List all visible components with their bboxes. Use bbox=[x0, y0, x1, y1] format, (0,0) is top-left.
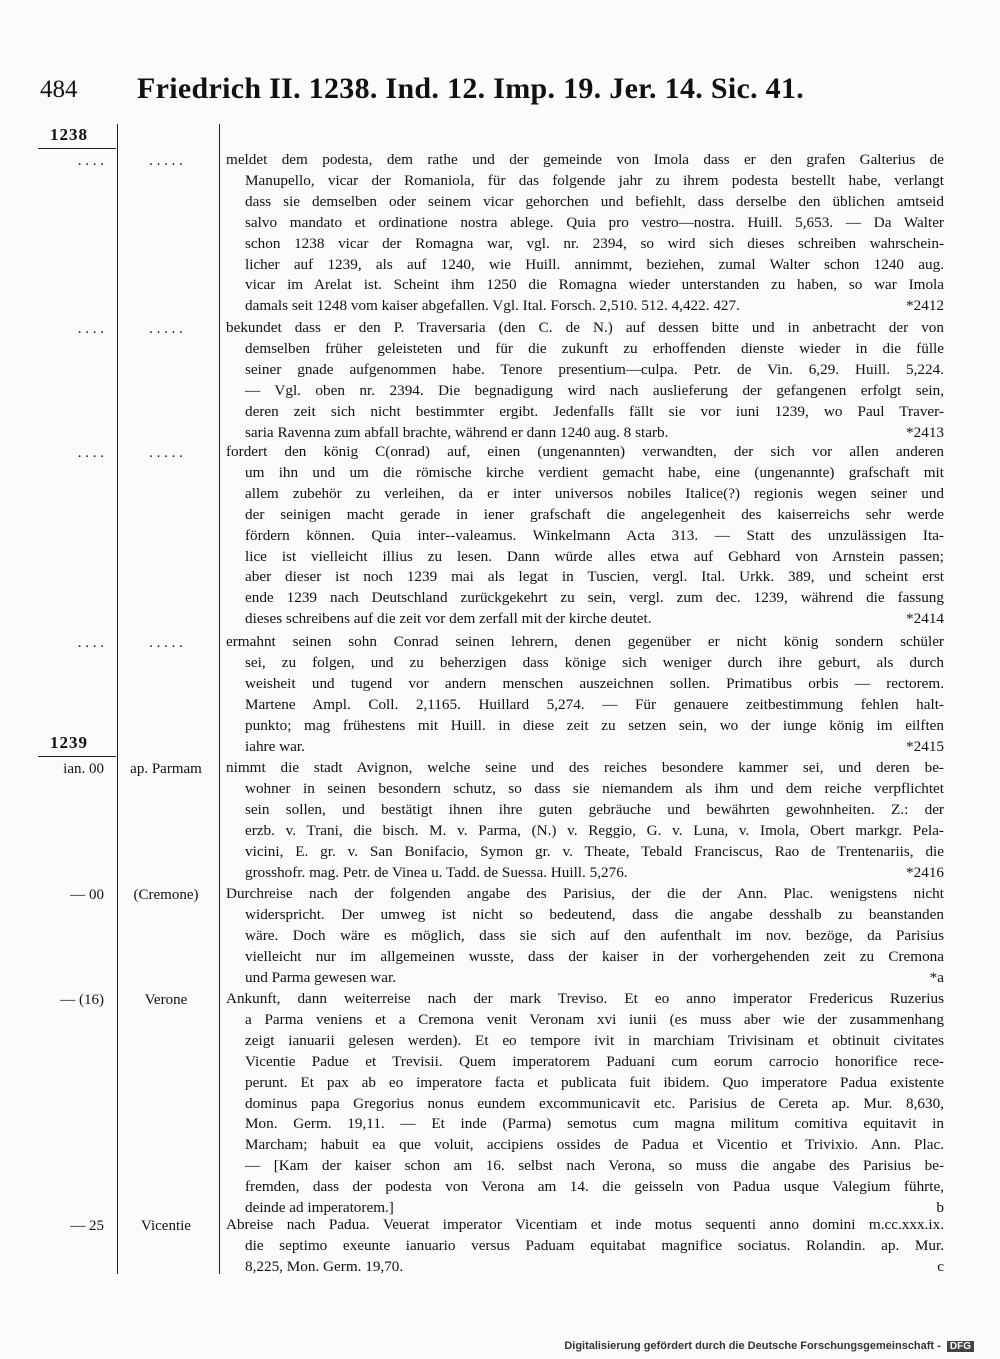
year-label-1238: 1238 bbox=[50, 125, 88, 144]
text-line: fremden, dass der podesta von Verona am 14. die geisseln von Padua usque Valegium führte, bbox=[245, 1178, 944, 1196]
column-rule-right bbox=[219, 124, 220, 1274]
regest-number: *2412 bbox=[906, 297, 944, 315]
text-line: iahre war. bbox=[245, 737, 305, 755]
text-line: salvo mandato et ordinatione nostra ablege. Quia pro vestro—nostra. Huill. 5,653. — Da Walter bbox=[245, 213, 944, 231]
text-line: der seinigen macht gerade in iener grafschaft die angelegenheit des kaiserreichs sehr werde bbox=[245, 505, 944, 523]
text-line: vicar im Arelat ist. Scheint ihm 1250 die Romagna wieder unterstanden zu haben, so war Imola bbox=[245, 276, 944, 294]
text-line: vicini, E. gr. v. San Bonifacio, Symon gr. v. Theate, Tebald Franciscus, Rao de Trentenariis, die bbox=[245, 842, 944, 860]
text-line: lice ist vielleicht illius zu lesen. Dann würde alles etwa auf Gebhard von Arnstein passen; bbox=[245, 547, 944, 565]
entry-place: . . . . . bbox=[149, 153, 183, 169]
text-line: ende 1239 nach Deutschland zurückgekehrt zu sein, vergl. zum dec. 1239, während die fassung bbox=[245, 589, 944, 607]
text-line: ermahnt seinen sohn Conrad seinen lehrern, denen gegenüber er nicht könig sondern schüler bbox=[226, 633, 944, 650]
regest-number: b bbox=[936, 1199, 944, 1217]
entry-date: — 25 bbox=[70, 1218, 104, 1234]
text-line: grosshofr. mag. Petr. de Vinea u. Tadd. de Suessa. Huill. 5,276. bbox=[245, 863, 628, 881]
entry-place: Vicentie bbox=[141, 1218, 191, 1234]
entry-text bbox=[226, 150, 944, 317]
text-line: a Parma veniens et a Cremona venit Veronam xvi iunii (es muss aber wie der zusammenhang bbox=[245, 1010, 944, 1028]
text-line: fördern können. Quia inter--valeamus. Winkelmann Acta 313. — Statt des unzulässigen Ita- bbox=[245, 526, 944, 544]
text-line: und Parma gewesen war. bbox=[245, 968, 396, 986]
text-line: zeigt ianuarii gelesen werden). Et eo tempore ivit in marchiam Trivisinam et obtinuit civitates bbox=[245, 1031, 944, 1049]
entry-date: . . . . bbox=[77, 635, 104, 651]
entry-text bbox=[226, 989, 944, 1219]
text-line: licher auf 1239, als auf 1240, wie Huill. annimmt, beziehen, zumal Walter schon 1240 aug. bbox=[245, 255, 944, 273]
text-line: meldet dem podesta, dem rathe und der gemeinde von Imola dass er den grafen Galterius de bbox=[226, 151, 944, 168]
text-line: sei, zu folgen, und zu beherzigen dass könige sich weniger durch ihre geburt, als durch bbox=[245, 653, 944, 671]
text-line: wohner in seinen besondern schutz, so dass sie niemandem als ihm und dem reiche verpflichtet bbox=[245, 779, 944, 797]
text-line: wäre. Doch wäre es möglich, dass sie sich auf den aufenthalt im nov. bezöge, da Parisius bbox=[245, 926, 944, 944]
text-line: saria Ravenna zum abfall brachte, während er dann 1240 aug. 8 starb. bbox=[245, 423, 669, 441]
regest-number: *2415 bbox=[906, 737, 944, 755]
text-line: um ihn und um die römische kirche verdient gemacht habe, eine (ungenannte) grafschaft mit bbox=[245, 463, 944, 481]
text-line: Manupello, vicar der Romaniola, für das folgende jahr zu ihrem podesta bestellt habe, verlangt bbox=[245, 171, 944, 189]
year-label-1239: 1239 bbox=[50, 733, 88, 752]
entry-place: (Cremone) bbox=[133, 887, 199, 903]
entry-place: Verone bbox=[144, 992, 188, 1008]
text-line: seiner gnade aufgenommen habe. Tenore presentium—culpa. Petr. de Vin. 6,29. Huill. 5,224. bbox=[245, 360, 944, 378]
text-line: 8,225, Mon. Germ. 19,70. bbox=[245, 1257, 404, 1275]
regest-number: *2416 bbox=[906, 863, 944, 881]
regest-number: *a bbox=[929, 968, 944, 986]
page-number: 484 bbox=[40, 76, 78, 103]
entry-place: . . . . . bbox=[149, 635, 183, 651]
entry-date: — 00 bbox=[70, 887, 104, 903]
text-line: Vicentie Padue et Trevisii. Quem imperatorem Paduani cum eorum carrocio honorifice rece- bbox=[245, 1052, 944, 1070]
text-line: — [Kam der kaiser schon am 16. selbst nach Verona, so muss die angabe des Parisius be- bbox=[245, 1157, 944, 1175]
entry-text bbox=[226, 318, 944, 443]
entry-date: . . . . bbox=[77, 445, 104, 461]
text-line: Durchreise nach der folgenden angabe des Parisius, der die der Ann. Plac. wenigstens nicht bbox=[226, 885, 944, 902]
regest-number: c bbox=[937, 1257, 944, 1275]
running-title: Friedrich II. 1238. Ind. 12. Imp. 19. Jer. 14. Sic. 41. bbox=[137, 72, 805, 105]
entry-date: . . . . bbox=[77, 321, 104, 337]
text-line: dominus papa Gregorius nonus eundem excommunicavit etc. Parisius de Cereta ap. Mur. 8,630, bbox=[245, 1094, 944, 1112]
entry-text bbox=[226, 758, 944, 883]
text-line: schon 1238 vicar der Romagna war, vgl. nr. 2394, so wird sich dieses schreiben wahrschein- bbox=[245, 234, 944, 252]
regest-number: *2413 bbox=[906, 423, 944, 441]
year-rule-1238 bbox=[38, 148, 116, 149]
text-line: — Vgl. oben nr. 2394. Die begnadigung wird nach auslieferung der gefangenen erfolgt sein, bbox=[245, 381, 944, 399]
entry-place: . . . . . bbox=[149, 445, 183, 461]
column-rule-left bbox=[117, 124, 118, 1274]
footer-credit bbox=[564, 1340, 974, 1352]
year-rule-1239 bbox=[38, 756, 116, 757]
text-line: damals seit 1248 vom kaiser abgefallen. Vgl. Ital. Forsch. 2,510. 512. 4,422. 427. bbox=[245, 297, 740, 315]
text-line: dass sie demselben oder seinem vicar gehorchen und befiehlt, dass derselbe den üblichen amtseid bbox=[245, 192, 944, 210]
text-line: fordert den könig C(onrad) auf, einen (ungenannten) verwandten, der sich vor allen anderen bbox=[226, 443, 944, 460]
dfg-logo: DFG bbox=[947, 1341, 974, 1352]
text-line: demselben früher geleisteten und für die zukunft zu erhoffenden dienste wieder in die fülle bbox=[245, 339, 944, 357]
footer-text: Digitalisierung gefördert durch die Deutsche Forschungsgemeinschaft - bbox=[564, 1340, 941, 1352]
text-line: punkto; mag frühestens mit Huill. in diese zeit zu setzen sein, wo der iunge könig im eilften bbox=[245, 716, 944, 734]
entry-date: . . . . bbox=[77, 153, 104, 169]
text-line: Abreise nach Padua. Veuerat imperator Vicentiam et inde motus sequenti anno domini m.cc.xxx.ix. bbox=[226, 1216, 944, 1233]
entry-text bbox=[226, 442, 944, 630]
text-line: sein sollen, und bestätigt ihnen ihre guten gebräuche und bewährten gewohnheiten. Z.: der bbox=[245, 800, 944, 818]
text-line: die septimo exeunte ianuario versus Paduam equitabat magnifice sociatus. Rolandin. ap. Mur. bbox=[245, 1236, 944, 1254]
text-line: nimmt die stadt Avignon, welche seine und des reiches besondere kammer sei, und deren be- bbox=[226, 759, 944, 776]
text-line: perunt. Et pax ab eo imperatore facta et publicata fuit ibidem. Quo imperatore Padua existente bbox=[245, 1073, 944, 1091]
text-line: widerspricht. Der umweg ist nicht so bedeutend, dass die angabe desshalb zu beanstanden bbox=[245, 905, 944, 923]
entry-text bbox=[226, 632, 944, 757]
text-line: deren zeit sich nicht bestimmter ergibt. Jedenfalls fällt sie vor iuni 1239, wo Paul Traver- bbox=[245, 402, 944, 420]
regest-number: *2414 bbox=[906, 610, 944, 628]
text-line: Marcham; habuit ea que voluit, accipiens ossides de Padua et Vicentio et Trivixio. Ann. Plac. bbox=[245, 1136, 944, 1154]
entry-place: . . . . . bbox=[149, 321, 183, 337]
entry-date: ian. 00 bbox=[63, 761, 104, 777]
text-line: Martene Ampl. Coll. 2,1165. Huillard 5,274. — Für genauere zeitbestimmung fehlen halt- bbox=[245, 695, 944, 713]
text-line: erzb. v. Trani, die bisch. M. v. Parma, (N.) v. Reggio, G. v. Luna, v. Imola, Obert markgr. Pela- bbox=[245, 821, 944, 839]
entry-place: ap. Parmam bbox=[130, 761, 202, 777]
entry-date: — (16) bbox=[60, 992, 104, 1008]
text-line: dieses schreibens auf die zeit vor dem zerfall mit der kirche deutet. bbox=[245, 610, 652, 628]
entry-text bbox=[226, 884, 944, 989]
text-line: bekundet dass er den P. Traversaria (den C. de N.) auf dessen bitte und in anbetracht der von bbox=[226, 319, 944, 336]
text-line: Ankunft, dann weiterreise nach der mark Treviso. Et eo anno imperator Fredericus Ruzerius bbox=[226, 990, 944, 1007]
entry-text bbox=[226, 1215, 944, 1278]
text-line: Mon. Germ. 19,11. — Et inde (Parma) semotus cum magna militum comitiva equitavit in bbox=[245, 1115, 944, 1133]
text-line: aber dieser ist noch 1239 mai als legat in Tuscien, vergl. Ital. Urkk. 389, und scheint erst bbox=[245, 568, 944, 586]
text-line: deinde ad imperatorem.] bbox=[245, 1199, 394, 1217]
text-line: allem zubehör zu verleihen, da er inter universos nobiles Italice(?) regionis wegen seiner und bbox=[245, 484, 944, 502]
text-line: vielleicht nur im allgemeinen wusste, dass der kaiser in der vorhergehenden zeit zu Cremona bbox=[245, 947, 944, 965]
text-line: weisheit und tugend vor andern menschen auszeichnen sollen. Primatibus orbis — rectorem. bbox=[245, 674, 944, 692]
page-header bbox=[40, 72, 970, 112]
